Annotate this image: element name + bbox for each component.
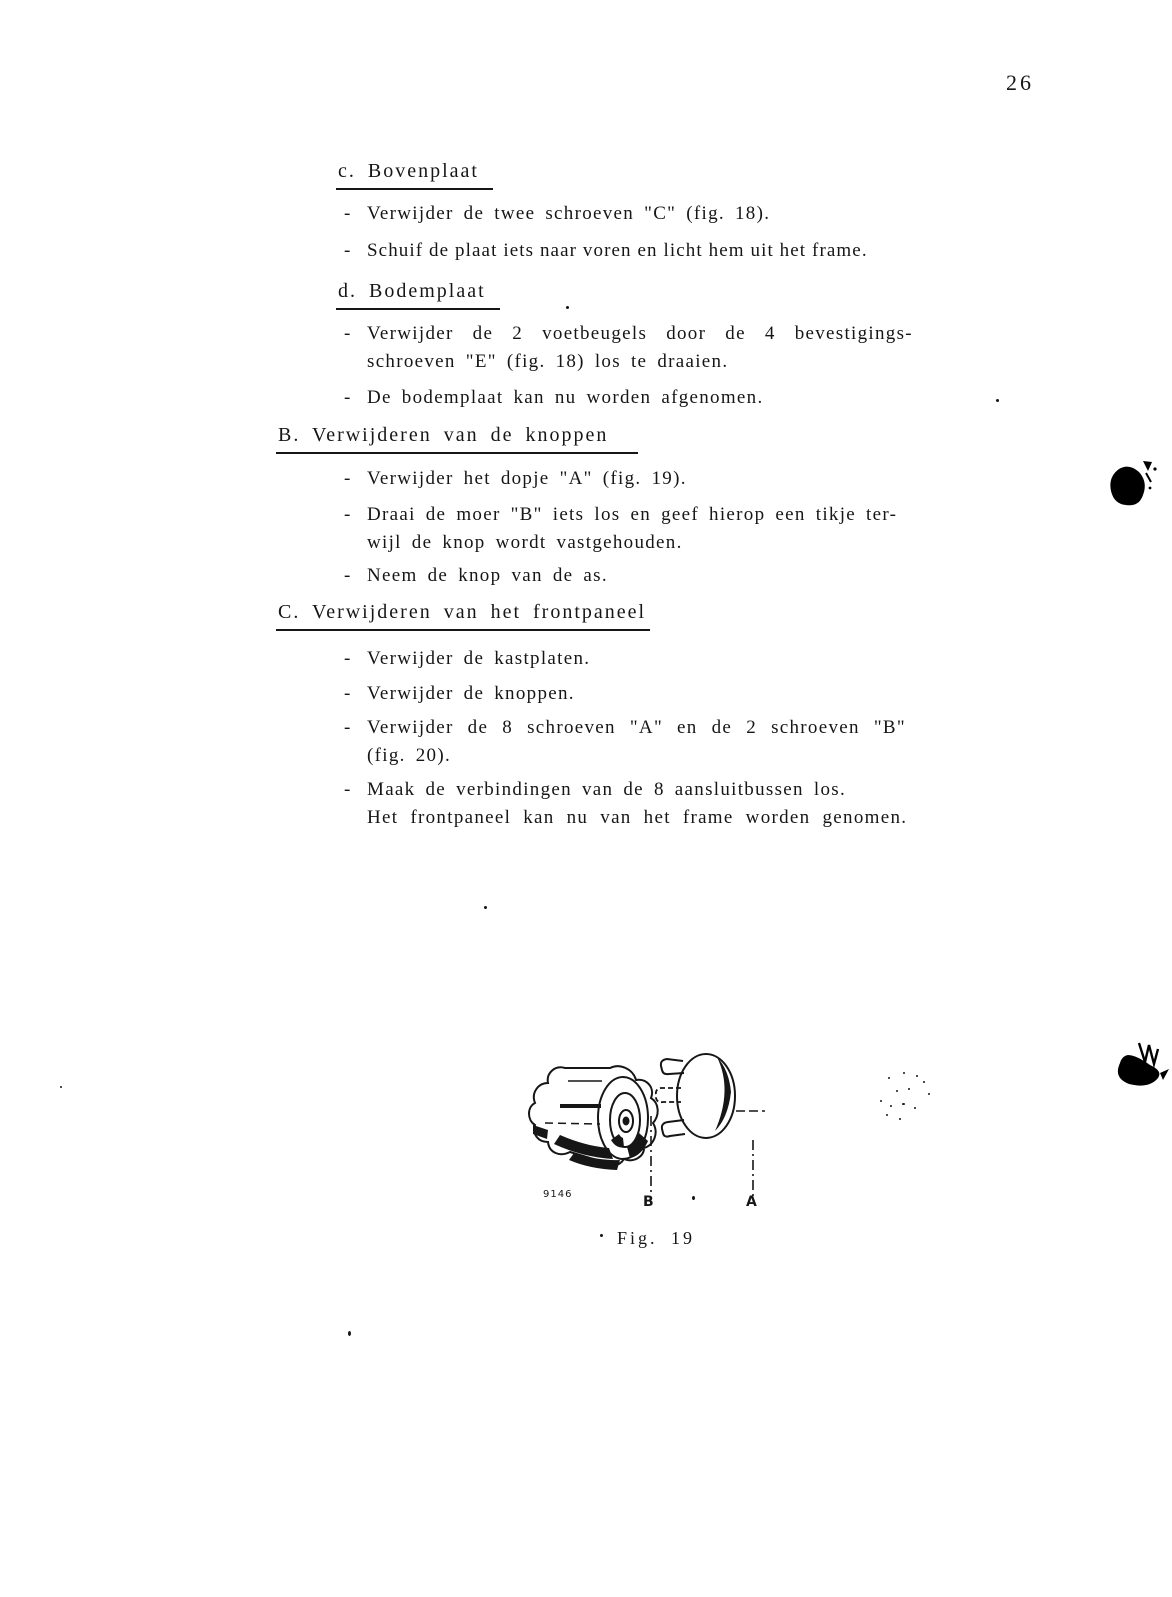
bullet-dash: - <box>344 468 352 489</box>
bullet-item <box>344 320 913 376</box>
bullet-line: Verwijder de 8 schroeven "A" en de 2 schroeven "B" <box>367 717 906 738</box>
bullet-line: Het frontpaneel kan nu van het frame worden genomen. <box>367 807 908 828</box>
section-heading: c. Bovenplaat <box>336 160 493 190</box>
cap-drawing <box>656 1054 765 1138</box>
bullet-dash: - <box>344 779 352 800</box>
ink-smudge <box>1110 1030 1172 1090</box>
bullet-item <box>344 714 907 770</box>
section-heading: C. Verwijderen van het frontpaneel <box>276 601 650 631</box>
section-heading: d. Bodemplaat <box>336 280 500 310</box>
section-heading: B. Verwijderen van de knoppen <box>276 424 638 454</box>
bullet-dash: - <box>344 683 352 704</box>
section-bovenplaat <box>336 160 868 265</box>
bullet-item <box>344 200 868 228</box>
bullet-dash: - <box>344 717 352 738</box>
page-number: 26 <box>1006 70 1034 95</box>
figure-19-drawing <box>470 1030 800 1210</box>
bullet-item <box>344 562 897 590</box>
figure-part-label-a: A <box>746 1194 757 1210</box>
bullet-item <box>344 501 897 557</box>
bullet-line: schroeven "E" (fig. 18) los te draaien. <box>367 351 729 372</box>
ink-smudge <box>1105 455 1160 515</box>
bullet-item <box>344 465 897 493</box>
bullet-dash: - <box>344 565 352 586</box>
bullet-item <box>344 776 907 832</box>
bullet-line: Draai de moer "B" iets los en geef hierop een tikje ter- <box>367 504 898 525</box>
bullet-line: Verwijder de kastplaten. <box>367 648 591 669</box>
bullet-dash: - <box>344 648 352 669</box>
scan-dot <box>692 1196 695 1200</box>
bullet-item <box>344 645 907 673</box>
bullet-line: Verwijder de 2 voetbeugels door de 4 bevestigings- <box>367 323 913 344</box>
bullet-line: Maak de verbindingen van de 8 aansluitbussen los. <box>367 779 847 800</box>
section-verwijderen-frontpaneel <box>276 601 907 832</box>
bullet-dash: - <box>344 203 352 224</box>
bullet-line: Neem de knop van de as. <box>367 565 608 586</box>
bullet-item <box>344 384 913 412</box>
bullet-line: Verwijder het dopje "A" (fig. 19). <box>367 468 687 489</box>
knob-drawing <box>529 1066 658 1170</box>
bullet-item <box>344 680 907 708</box>
scan-dot <box>348 1331 351 1336</box>
scan-dot <box>566 306 569 309</box>
bullet-dash: - <box>344 323 352 344</box>
bullet-line: Schuif de plaat iets naar voren en licht hem uit het frame. <box>367 240 868 261</box>
figure-reference-code: 9146 <box>543 1189 573 1200</box>
scan-dot <box>996 399 999 402</box>
bullet-dash: - <box>344 387 352 408</box>
bullet-line: wijl de knop wordt vastgehouden. <box>367 532 683 553</box>
scan-dot <box>484 906 487 909</box>
section-verwijderen-knoppen <box>276 424 897 590</box>
section-bodemplaat <box>336 280 913 412</box>
scan-dot <box>60 1086 62 1088</box>
bullet-dash: - <box>344 240 352 261</box>
figure-caption: Fig. 19 <box>617 1228 696 1248</box>
bullet-line: (fig. 20). <box>367 745 452 766</box>
bullet-item <box>344 237 868 265</box>
bullet-line: De bodemplaat kan nu worden afgenomen. <box>367 387 764 408</box>
figure-part-label-b: B <box>643 1194 654 1210</box>
bullet-line: Verwijder de knoppen. <box>367 683 575 704</box>
scan-dot <box>600 1234 603 1237</box>
bullet-line: Verwijder de twee schroeven "C" (fig. 18). <box>367 203 771 224</box>
bullet-dash: - <box>344 504 352 525</box>
